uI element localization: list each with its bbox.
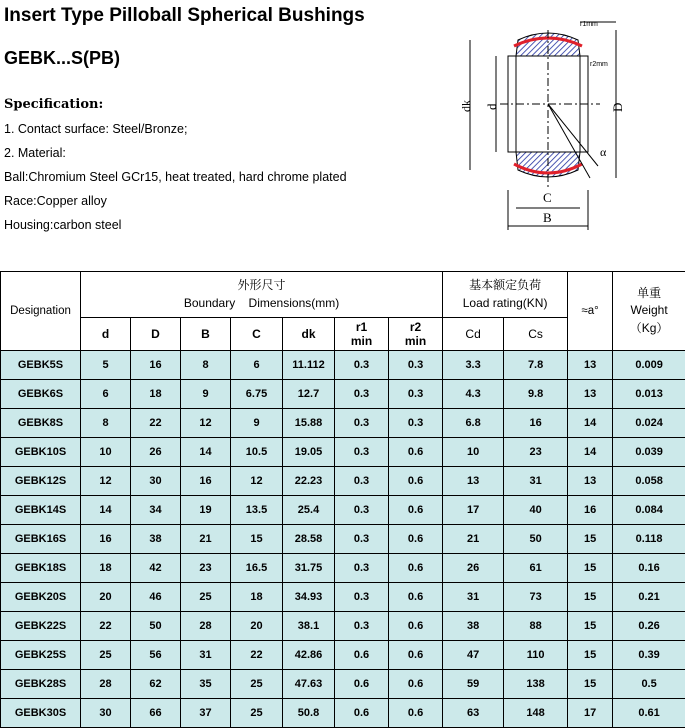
table-cell: 61 bbox=[504, 554, 568, 583]
table-cell: 0.6 bbox=[335, 699, 389, 728]
table-cell: 9 bbox=[231, 409, 283, 438]
col-header-r2: r2 min bbox=[389, 318, 443, 351]
table-cell: 14 bbox=[81, 496, 131, 525]
table-cell: 0.26 bbox=[613, 612, 685, 641]
table-cell: 47.63 bbox=[283, 670, 335, 699]
table-cell: 6 bbox=[231, 351, 283, 380]
table-cell: 0.6 bbox=[389, 699, 443, 728]
table-cell: GEBK22S bbox=[1, 612, 81, 641]
table-cell: 0.5 bbox=[613, 670, 685, 699]
table-cell: 0.6 bbox=[335, 670, 389, 699]
table-cell: 8 bbox=[181, 351, 231, 380]
table-cell: 15 bbox=[568, 583, 613, 612]
page-title: Insert Type Pilloball Spherical Bushings bbox=[4, 5, 365, 26]
table-cell: 13 bbox=[568, 351, 613, 380]
table-cell: 31.75 bbox=[283, 554, 335, 583]
table-cell: 25.4 bbox=[283, 496, 335, 525]
table-cell: 46 bbox=[131, 583, 181, 612]
table-row bbox=[1, 467, 685, 496]
table-cell: 18 bbox=[81, 554, 131, 583]
table-cell: 9.8 bbox=[504, 380, 568, 409]
table-cell: 66 bbox=[131, 699, 181, 728]
header-weight: 单重 Weight （Kg） bbox=[613, 272, 685, 351]
table-cell: 22 bbox=[131, 409, 181, 438]
table-cell: 30 bbox=[131, 467, 181, 496]
table-cell: 110 bbox=[504, 641, 568, 670]
table-cell: 16 bbox=[504, 409, 568, 438]
table-cell: 25 bbox=[231, 699, 283, 728]
table-cell: 63 bbox=[443, 699, 504, 728]
table-row bbox=[1, 670, 685, 699]
table-cell: 10.5 bbox=[231, 438, 283, 467]
table-cell: 20 bbox=[231, 612, 283, 641]
table-cell: 42.86 bbox=[283, 641, 335, 670]
table-cell: 0.3 bbox=[335, 467, 389, 496]
table-cell: 0.118 bbox=[613, 525, 685, 554]
model-code: GEBK...S(PB) bbox=[4, 48, 121, 68]
table-cell: 0.6 bbox=[389, 438, 443, 467]
table-cell: 56 bbox=[131, 641, 181, 670]
col-header-dk: dk bbox=[283, 318, 335, 351]
table-cell: 0.61 bbox=[613, 699, 685, 728]
col-header-Cd: Cd bbox=[443, 318, 504, 351]
col-header-r1: r1 min bbox=[335, 318, 389, 351]
table-cell: 28 bbox=[181, 612, 231, 641]
table-cell: 15 bbox=[568, 670, 613, 699]
table-cell: 11.112 bbox=[283, 351, 335, 380]
table-row bbox=[1, 641, 685, 670]
spec-line-material: 2. Material: bbox=[4, 146, 66, 160]
table-cell: 9 bbox=[181, 380, 231, 409]
table-cell: 12 bbox=[231, 467, 283, 496]
table-cell: 25 bbox=[181, 583, 231, 612]
table-row bbox=[1, 438, 685, 467]
table-cell: 16 bbox=[568, 496, 613, 525]
table-cell: 0.3 bbox=[389, 409, 443, 438]
label-r1: r1mm bbox=[580, 21, 598, 28]
table-cell: 0.6 bbox=[389, 670, 443, 699]
table-cell: GEBK25S bbox=[1, 641, 81, 670]
bushing-spec-table bbox=[0, 271, 685, 728]
table-cell: 0.3 bbox=[335, 380, 389, 409]
table-cell: 18 bbox=[231, 583, 283, 612]
table-row bbox=[1, 583, 685, 612]
table-cell: GEBK16S bbox=[1, 525, 81, 554]
table-cell: GEBK8S bbox=[1, 409, 81, 438]
table-cell: GEBK5S bbox=[1, 351, 81, 380]
table-cell: 138 bbox=[504, 670, 568, 699]
label-alpha: α bbox=[600, 145, 607, 159]
table-cell: 0.39 bbox=[613, 641, 685, 670]
table-cell: 13 bbox=[568, 467, 613, 496]
table-cell: 12 bbox=[81, 467, 131, 496]
table-row bbox=[1, 525, 685, 554]
table-cell: 0.21 bbox=[613, 583, 685, 612]
table-cell: 6.8 bbox=[443, 409, 504, 438]
table-cell: 0.6 bbox=[389, 583, 443, 612]
spec-line-housing: Housing:carbon steel bbox=[4, 218, 122, 232]
table-cell: 16 bbox=[131, 351, 181, 380]
table-cell: 13 bbox=[568, 380, 613, 409]
table-cell: 0.3 bbox=[335, 612, 389, 641]
table-cell: 62 bbox=[131, 670, 181, 699]
spec-line-ball: Ball:Chromium Steel GCr15, heat treated, hard chrome plated bbox=[4, 170, 347, 184]
table-cell: 18 bbox=[131, 380, 181, 409]
table-cell: 17 bbox=[568, 699, 613, 728]
table-cell: 28.58 bbox=[283, 525, 335, 554]
table-cell: 0.058 bbox=[613, 467, 685, 496]
table-cell: 14 bbox=[181, 438, 231, 467]
table-cell: 21 bbox=[443, 525, 504, 554]
table-cell: 31 bbox=[181, 641, 231, 670]
table-cell: 0.3 bbox=[335, 583, 389, 612]
table-cell: 0.3 bbox=[335, 496, 389, 525]
table-cell: 40 bbox=[504, 496, 568, 525]
table-cell: 15 bbox=[231, 525, 283, 554]
table-cell: 37 bbox=[181, 699, 231, 728]
table-cell: GEBK10S bbox=[1, 438, 81, 467]
table-cell: 8 bbox=[81, 409, 131, 438]
table-cell: 0.6 bbox=[389, 496, 443, 525]
table-cell: 7.8 bbox=[504, 351, 568, 380]
table-row bbox=[1, 612, 685, 641]
table-cell: 35 bbox=[181, 670, 231, 699]
spec-line-contact: 1. Contact surface: Steel/Bronze; bbox=[4, 122, 188, 136]
table-cell: 42 bbox=[131, 554, 181, 583]
table-cell: 0.009 bbox=[613, 351, 685, 380]
table-cell: 21 bbox=[181, 525, 231, 554]
table-cell: 12 bbox=[181, 409, 231, 438]
table-row bbox=[1, 554, 685, 583]
table-cell: 0.3 bbox=[335, 438, 389, 467]
col-header-D: D bbox=[131, 318, 181, 351]
table-cell: 12.7 bbox=[283, 380, 335, 409]
table-cell: 26 bbox=[131, 438, 181, 467]
header-load-rating: 基本额定负荷 Load rating(KN) bbox=[443, 272, 568, 318]
table-cell: 38 bbox=[443, 612, 504, 641]
table-cell: 47 bbox=[443, 641, 504, 670]
table-row bbox=[1, 699, 685, 728]
table-cell: GEBK14S bbox=[1, 496, 81, 525]
table-cell: 73 bbox=[504, 583, 568, 612]
label-C: C bbox=[543, 190, 552, 205]
table-cell: 28 bbox=[81, 670, 131, 699]
table-cell: 23 bbox=[504, 438, 568, 467]
table-cell: 16.5 bbox=[231, 554, 283, 583]
table-cell: 0.6 bbox=[389, 612, 443, 641]
table-cell: 0.6 bbox=[389, 641, 443, 670]
table-cell: 38.1 bbox=[283, 612, 335, 641]
table-cell: 50 bbox=[504, 525, 568, 554]
table-cell: 22.23 bbox=[283, 467, 335, 496]
label-r2: r2mm bbox=[590, 61, 608, 68]
table-cell: 30 bbox=[81, 699, 131, 728]
spec-line-race: Race:Copper alloy bbox=[4, 194, 107, 208]
table-cell: 5 bbox=[81, 351, 131, 380]
table-cell: 16 bbox=[181, 467, 231, 496]
table-cell: 13.5 bbox=[231, 496, 283, 525]
bushing-drawing bbox=[440, 0, 680, 236]
label-D: D bbox=[610, 102, 625, 112]
table-cell: 0.3 bbox=[389, 380, 443, 409]
table-cell: 25 bbox=[231, 670, 283, 699]
table-cell: GEBK28S bbox=[1, 670, 81, 699]
label-d: d bbox=[484, 103, 499, 110]
specification-heading: Specification: bbox=[4, 97, 104, 112]
table-cell: 17 bbox=[443, 496, 504, 525]
table-cell: 26 bbox=[443, 554, 504, 583]
table-row bbox=[1, 351, 685, 380]
table-cell: 0.3 bbox=[335, 409, 389, 438]
table-cell: 10 bbox=[443, 438, 504, 467]
table-cell: GEBK20S bbox=[1, 583, 81, 612]
table-cell: GEBK30S bbox=[1, 699, 81, 728]
table-cell: 31 bbox=[443, 583, 504, 612]
header-designation: Designation bbox=[1, 272, 81, 351]
col-header-C: C bbox=[231, 318, 283, 351]
table-cell: 31 bbox=[504, 467, 568, 496]
table-cell: 0.3 bbox=[335, 351, 389, 380]
table-cell: 0.16 bbox=[613, 554, 685, 583]
table-cell: 59 bbox=[443, 670, 504, 699]
table-cell: 0.3 bbox=[335, 554, 389, 583]
table-cell: 22 bbox=[81, 612, 131, 641]
table-cell: GEBK6S bbox=[1, 380, 81, 409]
table-row bbox=[1, 380, 685, 409]
col-header-d: d bbox=[81, 318, 131, 351]
table-cell: 14 bbox=[568, 438, 613, 467]
table-cell: 148 bbox=[504, 699, 568, 728]
table-cell: 50.8 bbox=[283, 699, 335, 728]
table-cell: 15 bbox=[568, 641, 613, 670]
table-cell: 20 bbox=[81, 583, 131, 612]
table-cell: 19.05 bbox=[283, 438, 335, 467]
table-cell: 15 bbox=[568, 612, 613, 641]
table-cell: 4.3 bbox=[443, 380, 504, 409]
table-cell: 88 bbox=[504, 612, 568, 641]
table-cell: 13 bbox=[443, 467, 504, 496]
table-cell: 34.93 bbox=[283, 583, 335, 612]
table-cell: 50 bbox=[131, 612, 181, 641]
table-cell: 22 bbox=[231, 641, 283, 670]
label-B: B bbox=[543, 210, 552, 225]
table-cell: 0.6 bbox=[389, 525, 443, 554]
table-cell: 19 bbox=[181, 496, 231, 525]
table-cell: 23 bbox=[181, 554, 231, 583]
header-boundary-dimensions: 外形尺寸 Boundary Dimensions(mm) bbox=[81, 272, 443, 318]
table-cell: 15 bbox=[568, 525, 613, 554]
table-cell: 0.6 bbox=[389, 467, 443, 496]
table-cell: 0.3 bbox=[335, 525, 389, 554]
table-cell: 15 bbox=[568, 554, 613, 583]
table-cell: 25 bbox=[81, 641, 131, 670]
table-cell: 0.3 bbox=[389, 351, 443, 380]
table-cell: GEBK18S bbox=[1, 554, 81, 583]
table-body bbox=[1, 351, 685, 728]
col-header-B: B bbox=[181, 318, 231, 351]
table-cell: 10 bbox=[81, 438, 131, 467]
col-header-Cs: Cs bbox=[504, 318, 568, 351]
table-cell: GEBK12S bbox=[1, 467, 81, 496]
table-cell: 0.6 bbox=[335, 641, 389, 670]
table-cell: 0.013 bbox=[613, 380, 685, 409]
header-angle: ≈a° bbox=[568, 272, 613, 351]
table-cell: 16 bbox=[81, 525, 131, 554]
table-cell: 0.039 bbox=[613, 438, 685, 467]
table-cell: 34 bbox=[131, 496, 181, 525]
table-cell: 0.084 bbox=[613, 496, 685, 525]
table-row bbox=[1, 409, 685, 438]
table-row bbox=[1, 496, 685, 525]
table-cell: 3.3 bbox=[443, 351, 504, 380]
table-cell: 0.6 bbox=[389, 554, 443, 583]
table-cell: 38 bbox=[131, 525, 181, 554]
table-cell: 6.75 bbox=[231, 380, 283, 409]
table-cell: 6 bbox=[81, 380, 131, 409]
label-dk: dk bbox=[459, 100, 473, 112]
table-cell: 14 bbox=[568, 409, 613, 438]
table-cell: 0.024 bbox=[613, 409, 685, 438]
table-cell: 15.88 bbox=[283, 409, 335, 438]
